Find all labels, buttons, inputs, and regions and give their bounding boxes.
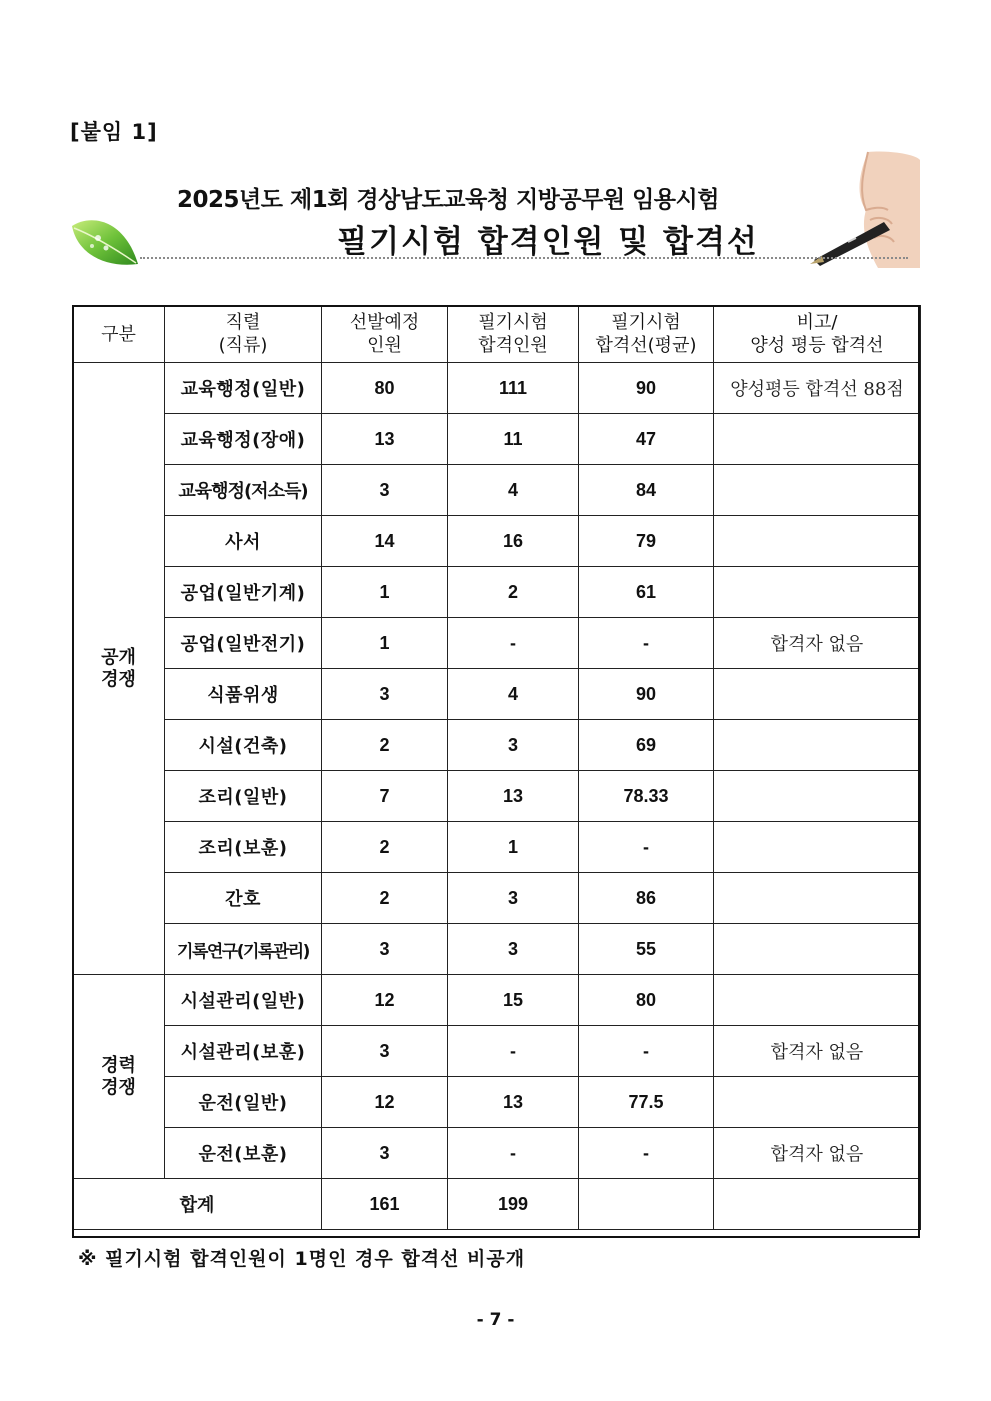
planned-cell: 3 [322, 1128, 448, 1179]
header-category: 구분 [73, 306, 165, 363]
planned-cell: 7 [322, 771, 448, 822]
job-cell: 시설관리(보훈) [165, 1026, 322, 1077]
page-number: - 7 - [476, 1310, 515, 1330]
passed-cell: 4 [448, 669, 579, 720]
note-cell [714, 822, 921, 873]
results-table [72, 305, 921, 1230]
header-planned: 선발예정 인원 [322, 306, 448, 363]
planned-cell: 13 [322, 414, 448, 465]
cutoff-cell: 90 [579, 669, 714, 720]
note-cell [714, 771, 921, 822]
note-cell: 합격자 없음 [714, 1026, 921, 1077]
passed-cell: 16 [448, 516, 579, 567]
job-cell: 운전(일반) [165, 1077, 322, 1128]
planned-cell: 2 [322, 822, 448, 873]
total-label: 합계 [73, 1179, 322, 1230]
passed-cell: - [448, 618, 579, 669]
note-cell [714, 567, 921, 618]
job-cell: 조리(보훈) [165, 822, 322, 873]
planned-cell: 2 [322, 873, 448, 924]
note-cell: 합격자 없음 [714, 1128, 921, 1179]
leaf-icon [68, 214, 142, 270]
planned-cell: 12 [322, 1077, 448, 1128]
passed-cell: 3 [448, 720, 579, 771]
header-row [73, 306, 921, 363]
planned-cell: 3 [322, 669, 448, 720]
planned-cell: 12 [322, 975, 448, 1026]
table-row [73, 567, 921, 618]
table-row [73, 924, 921, 975]
note-cell [714, 669, 921, 720]
planned-cell: 3 [322, 924, 448, 975]
note-cell [714, 720, 921, 771]
cutoff-cell: 80 [579, 975, 714, 1026]
header-passed: 필기시험 합격인원 [448, 306, 579, 363]
header-job: 직렬 (직류) [165, 306, 322, 363]
header-note: 비고/ 양성 평등 합격선 [714, 306, 921, 363]
note-cell [714, 414, 921, 465]
note-cell [714, 975, 921, 1026]
job-cell: 교육행정(일반) [165, 363, 322, 414]
job-cell: 조리(일반) [165, 771, 322, 822]
job-cell: 식품위생 [165, 669, 322, 720]
passed-cell: - [448, 1026, 579, 1077]
passed-cell: 13 [448, 771, 579, 822]
footnote: ※ 필기시험 합격인원이 1명인 경우 합격선 비공개 [78, 1248, 526, 1270]
total-planned: 161 [322, 1179, 448, 1230]
passed-cell: 4 [448, 465, 579, 516]
job-cell: 시설관리(일반) [165, 975, 322, 1026]
cutoff-cell: 79 [579, 516, 714, 567]
planned-cell: 3 [322, 465, 448, 516]
attachment-label: [붙임 1] [70, 120, 158, 144]
table-row [73, 465, 921, 516]
cutoff-cell: - [579, 1128, 714, 1179]
note-cell [714, 873, 921, 924]
job-cell: 공업(일반기계) [165, 567, 322, 618]
table-row [73, 1077, 921, 1128]
group-open-competition: 공개 경쟁 [73, 363, 165, 975]
table-row [73, 873, 921, 924]
table-row [73, 516, 921, 567]
header-cutoff: 필기시험 합격선(평균) [579, 306, 714, 363]
planned-cell: 1 [322, 567, 448, 618]
passed-cell: 1 [448, 822, 579, 873]
planned-cell: 2 [322, 720, 448, 771]
cutoff-cell: 78.33 [579, 771, 714, 822]
total-cutoff [579, 1179, 714, 1230]
note-cell: 합격자 없음 [714, 618, 921, 669]
job-cell: 시설(건축) [165, 720, 322, 771]
passed-cell: 2 [448, 567, 579, 618]
group-career-competition: 경력 경쟁 [73, 975, 165, 1179]
note-cell [714, 516, 921, 567]
job-cell: 공업(일반전기) [165, 618, 322, 669]
note-cell [714, 465, 921, 516]
cutoff-cell: - [579, 1026, 714, 1077]
cutoff-cell: 86 [579, 873, 714, 924]
table-row [73, 975, 921, 1026]
job-cell: 기록연구(기록관리) [165, 924, 322, 975]
table-row [73, 771, 921, 822]
job-cell: 교육행정(저소득) [165, 465, 322, 516]
job-cell: 간호 [165, 873, 322, 924]
cutoff-cell: 77.5 [579, 1077, 714, 1128]
total-passed: 199 [448, 1179, 579, 1230]
note-cell: 양성평등 합격선 88점 [714, 363, 921, 414]
passed-cell: - [448, 1128, 579, 1179]
passed-cell: 111 [448, 363, 579, 414]
title-line2: 필기시험 합격인원 및 합격선 [337, 224, 759, 260]
job-cell: 운전(보훈) [165, 1128, 322, 1179]
dotted-divider [140, 257, 908, 259]
table-row [73, 822, 921, 873]
planned-cell: 1 [322, 618, 448, 669]
cutoff-cell: 61 [579, 567, 714, 618]
table-row [73, 720, 921, 771]
passed-cell: 3 [448, 873, 579, 924]
table-row [73, 1026, 921, 1077]
cutoff-cell: 90 [579, 363, 714, 414]
note-cell [714, 1077, 921, 1128]
note-cell [714, 924, 921, 975]
total-note [714, 1179, 921, 1230]
planned-cell: 80 [322, 363, 448, 414]
passed-cell: 13 [448, 1077, 579, 1128]
cutoff-cell: 69 [579, 720, 714, 771]
job-cell: 교육행정(장애) [165, 414, 322, 465]
passed-cell: 3 [448, 924, 579, 975]
cutoff-cell: 55 [579, 924, 714, 975]
table-row [73, 669, 921, 720]
total-row [73, 1179, 921, 1230]
job-cell: 사서 [165, 516, 322, 567]
table-row [73, 1128, 921, 1179]
cutoff-cell: 47 [579, 414, 714, 465]
passed-cell: 15 [448, 975, 579, 1026]
table-row [73, 618, 921, 669]
table-row [73, 414, 921, 465]
planned-cell: 14 [322, 516, 448, 567]
cutoff-cell: 84 [579, 465, 714, 516]
planned-cell: 3 [322, 1026, 448, 1077]
passed-cell: 11 [448, 414, 579, 465]
table-row [73, 363, 921, 414]
title-line1: 2025년도 제1회 경상남도교육청 지방공무원 임용시험 [177, 187, 719, 213]
cutoff-cell: - [579, 618, 714, 669]
cutoff-cell: - [579, 822, 714, 873]
